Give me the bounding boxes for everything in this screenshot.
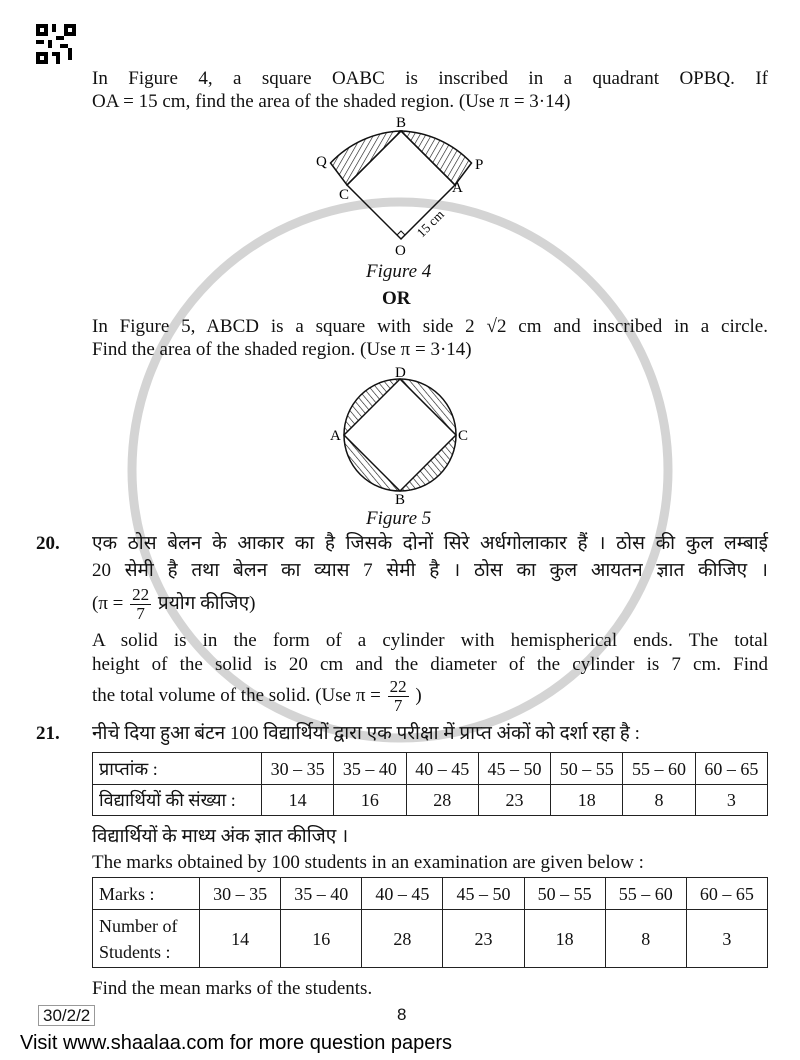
- q20-en-pi-post: ): [415, 684, 422, 706]
- table-cell: 16: [334, 785, 406, 816]
- table-cell: 8: [623, 785, 695, 816]
- table-cell: 28: [406, 785, 478, 816]
- table-cell: 14: [200, 910, 281, 968]
- label-o: O: [395, 243, 406, 259]
- q21-en-question: Find the mean marks of the students.: [92, 978, 373, 999]
- label-p: P: [475, 157, 484, 173]
- english-marks-table: [92, 877, 768, 968]
- page-number: 8: [397, 1005, 407, 1024]
- table-cell: 60 – 65: [686, 878, 767, 910]
- table-cell: 35 – 40: [334, 753, 406, 785]
- paper-code: 30/2/2: [38, 1005, 95, 1026]
- figure-5: [330, 364, 470, 506]
- table-cell: 23: [478, 785, 550, 816]
- table-row: [93, 753, 768, 785]
- q20-en-line3: [92, 678, 422, 715]
- q21-number: 21.: [36, 723, 60, 744]
- qr-code-icon: [36, 24, 76, 64]
- table-cell: 3: [695, 785, 767, 816]
- fraction-22-7: $\frac{22}{7}$: [132, 585, 150, 623]
- row-label: Marks :: [93, 878, 200, 910]
- table-cell: 28: [362, 910, 443, 968]
- table-cell: 55 – 60: [605, 878, 686, 910]
- table-cell: 3: [686, 910, 767, 968]
- q19-alt-line2: Find the area of the shaded region. (Use π = 3·14): [92, 339, 472, 360]
- table-cell: 18: [524, 910, 605, 968]
- q20-hi-line3: [92, 586, 255, 623]
- q21-en-intro: The marks obtained by 100 students in an examination are given below :: [92, 852, 644, 873]
- row-label: Number of Students :: [93, 910, 200, 968]
- table-cell: 35 – 40: [281, 878, 362, 910]
- label-c: C: [339, 187, 350, 203]
- fraction-22-7: $\frac{22}{7}$: [389, 677, 407, 715]
- table-cell: 45 – 50: [443, 878, 524, 910]
- figure-5-caption: Figure 5: [366, 508, 432, 529]
- table-cell: 60 – 65: [695, 753, 767, 785]
- table-cell: 40 – 45: [362, 878, 443, 910]
- q20-en-line2: height of the solid is 20 cm and the diameter of the cylinder is 7 cm. Find: [92, 654, 768, 675]
- label-d: D: [395, 365, 406, 381]
- label-length: 15 cm: [413, 206, 447, 241]
- q20-number: 20.: [36, 533, 60, 554]
- label-q: Q: [316, 154, 327, 170]
- table-cell: 50 – 55: [551, 753, 623, 785]
- table-cell: 30 – 35: [200, 878, 281, 910]
- or-separator: OR: [382, 288, 411, 309]
- table-cell: 23: [443, 910, 524, 968]
- q21-hi-intro: नीचे दिया हुआ बंटन 100 विद्यार्थियों द्वारा एक परीक्षा में प्राप्त अंकों को दर्शा रहा है :: [92, 723, 640, 744]
- label-a: A: [330, 428, 341, 444]
- q20-hi-line1: एक ठोस बेलन के आकार का है जिसके दोनों सिरे अर्धगोलाकार हैं । ठोस की कुल लम्बाई: [92, 533, 768, 554]
- q19-line1: In Figure 4, a square OABC is inscribed in a quadrant OPBQ. If: [92, 68, 768, 89]
- q20-hi-line2: 20 सेमी है तथा बेलन का व्यास 7 सेमी है । ठोस का कुल आयतन ज्ञात कीजिए ।: [92, 560, 768, 581]
- q20-hi-pi-post: प्रयोग कीजिए): [157, 592, 256, 614]
- shaded-region-right: [401, 131, 472, 185]
- visit-link[interactable]: Visit www.shaalaa.com for more question papers: [20, 1032, 453, 1054]
- q21-hi-question: विद्यार्थियों के माध्य अंक ज्ञात कीजिए ।: [92, 826, 349, 847]
- table-cell: 55 – 60: [623, 753, 695, 785]
- table-cell: 50 – 55: [524, 878, 605, 910]
- table-row: [93, 785, 768, 816]
- table-cell: 16: [281, 910, 362, 968]
- q19-line2: OA = 15 cm, find the area of the shaded region. (Use π = 3·14): [92, 91, 571, 112]
- table-cell: 30 – 35: [262, 753, 334, 785]
- table-cell: 18: [551, 785, 623, 816]
- shaded-region-left: [331, 131, 402, 185]
- q20-en-line1: A solid is in the form of a cylinder with hemispherical ends. The total: [92, 630, 768, 651]
- table-cell: 14: [262, 785, 334, 816]
- label-b: B: [395, 492, 406, 506]
- row-label: प्राप्तांक :: [93, 753, 262, 785]
- table-cell: 45 – 50: [478, 753, 550, 785]
- table-row: [93, 910, 768, 968]
- q19-alt-line1: In Figure 5, ABCD is a square with side 2 √2 cm and inscribed in a circle.: [92, 316, 768, 337]
- q20-en-pi-pre: the total volume of the solid. (Use π =: [92, 684, 381, 706]
- table-cell: 40 – 45: [406, 753, 478, 785]
- hindi-marks-table: [92, 752, 768, 816]
- label-b: B: [396, 115, 407, 131]
- row-label: विद्यार्थियों की संख्या :: [93, 785, 262, 816]
- table-cell: 8: [605, 910, 686, 968]
- label-c: C: [458, 428, 469, 444]
- table-row: [93, 878, 768, 910]
- label-a: A: [452, 180, 463, 196]
- figure-4-caption: Figure 4: [366, 261, 432, 282]
- q20-hi-pi-pre: (π =: [92, 592, 124, 614]
- figure-4: [300, 112, 500, 260]
